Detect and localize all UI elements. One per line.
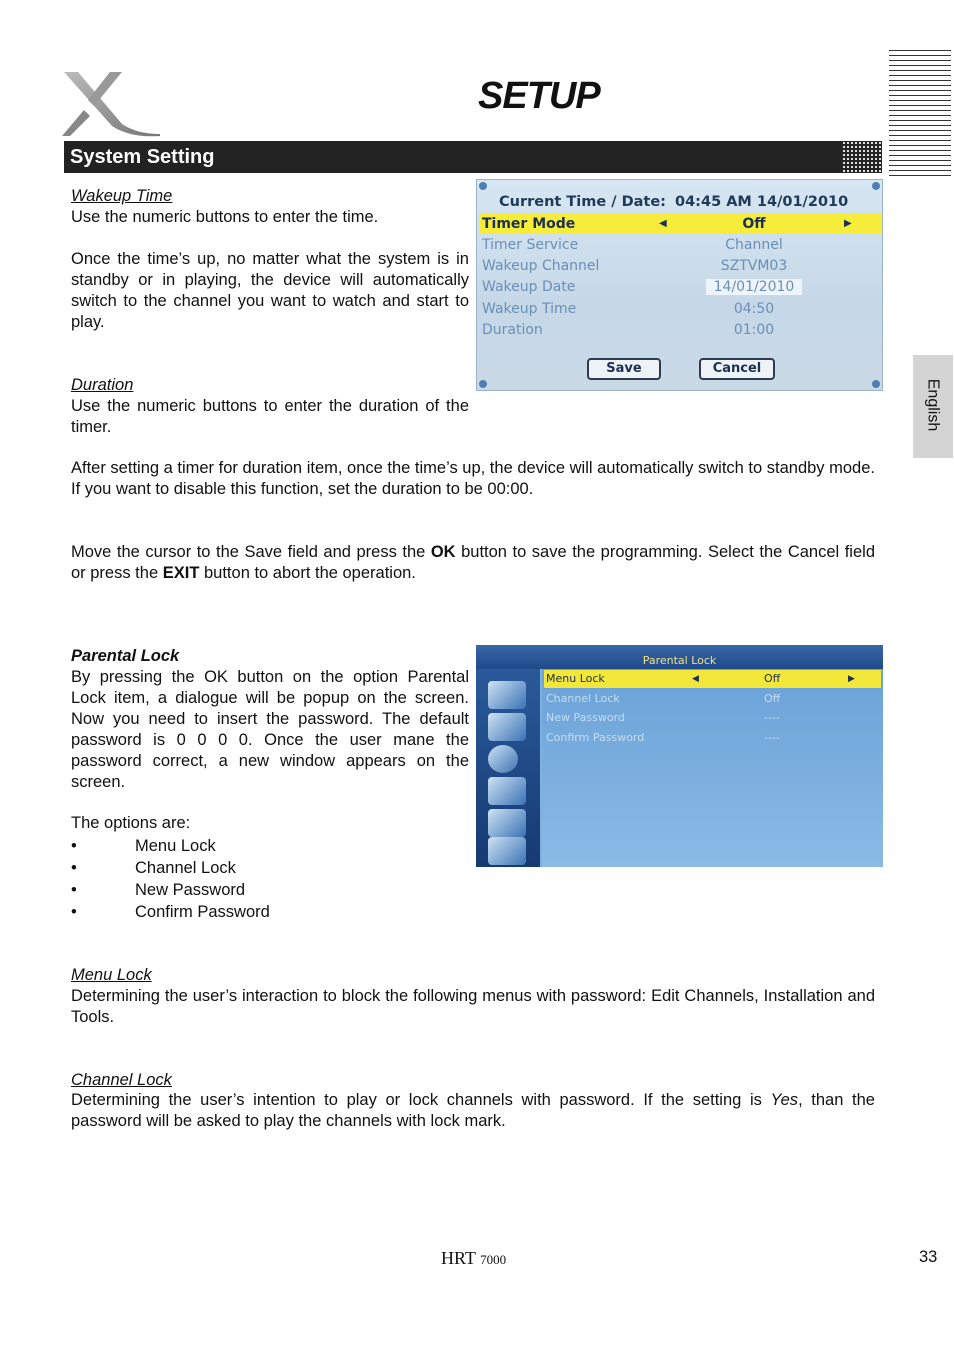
current-time-value: 04:45 AM 14/01/2010: [675, 194, 849, 210]
duration-line: Use the numeric buttons to enter the duration of the timer.: [71, 397, 469, 436]
corner-dot-icon: [872, 380, 880, 388]
language-tab: [913, 355, 953, 458]
save-button[interactable]: Save: [587, 358, 661, 380]
list-item: • Menu Lock: [71, 836, 270, 858]
menu-lock-paragraph: Determining the user’s interaction to block the following menus with password: Edit Channels, Installation and Tools.: [71, 987, 875, 1026]
section-header: [64, 141, 882, 173]
arrow-left-icon: ◀: [659, 218, 667, 229]
language-label: English: [924, 378, 942, 432]
wakeup-heading: Wakeup Time: [71, 187, 173, 205]
parental-paragraph: By pressing the OK button on the option Parental Lock item, a dialogue will be popup on the screen. Now you need to insert the password. The default password is 0 0 0 0. Once the user mane the password correct, a new window appears on the screen.: [71, 668, 469, 791]
timer-row-timer-service[interactable]: Timer Service Channel: [482, 237, 783, 253]
timer-row-wakeup-date[interactable]: Wakeup Date 14/01/2010: [479, 277, 882, 297]
timer-row-duration[interactable]: Duration 01:00: [482, 322, 775, 338]
corner-dot-icon: [479, 380, 487, 388]
channel-lock-paragraph: Determining the user’s intention to play or lock channels with password. If the setting is Yes, than the password will be asked to play the channels with lock mark.: [71, 1091, 875, 1130]
page-number: 33: [919, 1248, 938, 1266]
edit-icon[interactable]: [488, 809, 526, 837]
menu-lock-heading: Menu Lock: [71, 966, 152, 984]
parental-lock-titlebar: [476, 645, 883, 669]
options-list: [71, 836, 270, 924]
satellite-dish-icon[interactable]: [488, 713, 526, 741]
x-brand-logo-icon: [62, 70, 162, 138]
arrow-right-icon: ▶: [844, 218, 852, 229]
arrow-right-icon: ▶: [848, 674, 855, 684]
channel-lock-heading: Channel Lock: [71, 1071, 172, 1089]
wakeup-line: Use the numeric buttons to enter the time.: [71, 208, 379, 226]
wakeup-paragraph: Once the time’s up, no matter what the system is in standby or in playing, the device will automatically switch to the channel you want to watch and start to play.: [71, 250, 469, 331]
current-time-label: Current Time / Date:: [499, 194, 666, 210]
parental-row-channel-lock[interactable]: Channel Lock Off: [546, 692, 781, 705]
list-item: • New Password: [71, 880, 270, 902]
arrow-left-icon: ◀: [692, 674, 699, 684]
media-icon[interactable]: [488, 837, 526, 865]
current-time-header: [499, 192, 849, 213]
corner-dot-icon: [479, 182, 487, 190]
options-intro: The options are:: [71, 814, 191, 832]
decorative-dots: [842, 141, 882, 173]
footer-model: HRT 7000: [441, 1248, 507, 1268]
menu-sidebar: [476, 669, 540, 867]
timer-row-wakeup-channel[interactable]: Wakeup Channel SZTVM03: [482, 258, 788, 274]
parental-lock-screen: [476, 645, 883, 867]
timer-screen: [476, 179, 883, 391]
section-title: System Setting: [70, 146, 215, 168]
list-item: • Channel Lock: [71, 858, 270, 880]
parental-lock-title: Parental Lock: [642, 654, 717, 667]
parental-row-confirm-password[interactable]: Confirm Password ----: [546, 731, 780, 744]
tools-icon[interactable]: [488, 777, 526, 805]
save-paragraph: Move the cursor to the Save field and press the OK button to save the programming. Select the Cancel field or press the EXIT button to abort the operation.: [71, 543, 875, 582]
cancel-button[interactable]: Cancel: [699, 358, 775, 380]
page-title: SETUP: [478, 75, 600, 117]
parental-row-new-password[interactable]: New Password ----: [546, 711, 780, 724]
list-item: • Confirm Password: [71, 902, 270, 924]
timer-row-timer-mode[interactable]: Timer Mode ◀ Off ▶: [479, 214, 882, 234]
tv-icon[interactable]: [488, 681, 526, 709]
parental-row-menu-lock[interactable]: Menu Lock ◀ Off ▶: [544, 670, 881, 688]
corner-dot-icon: [872, 182, 880, 190]
parental-heading: Parental Lock: [71, 647, 180, 665]
timer-row-wakeup-time[interactable]: Wakeup Time 04:50: [482, 301, 775, 317]
decorative-stripes: [889, 50, 951, 178]
duration-paragraph: After setting a timer for duration item, once the time’s up, the device will automatically switch to standby mode. If you want to disable this function, set the duration to be 00:00.: [71, 459, 875, 498]
duration-heading: Duration: [71, 376, 134, 394]
gear-icon[interactable]: [488, 745, 518, 773]
